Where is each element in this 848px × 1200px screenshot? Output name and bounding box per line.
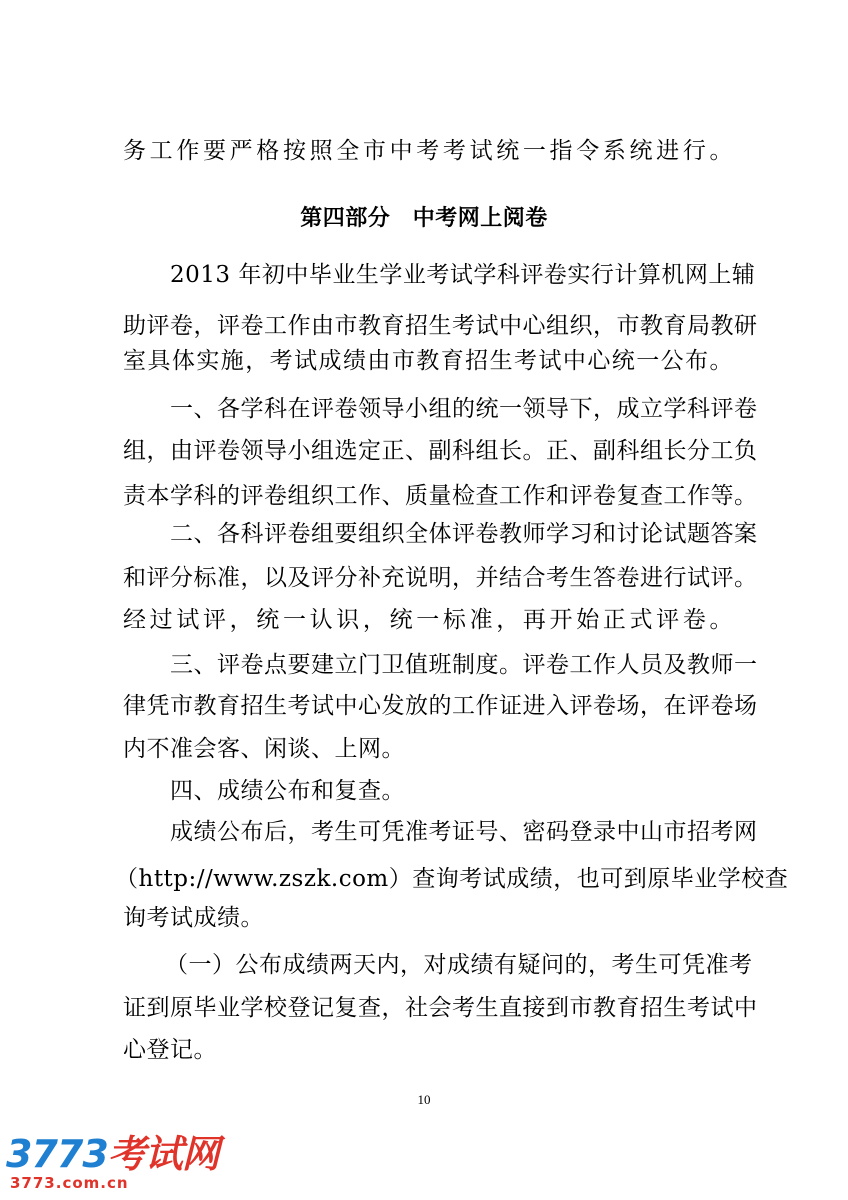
line-text: （一）公布成绩两天内，对成绩有疑问的，考生可凭准考 [165, 952, 753, 978]
line-text: 一、各学科在评卷领导小组的统一领导下，成立学科评卷 [170, 396, 758, 422]
paragraph-4-line-3 [0, 734, 848, 764]
line-text: 室具体实施，考试成绩由市教育招生考试中心统一公布。 [123, 348, 734, 374]
section-heading-text: 第四部分 中考网上阅卷 [300, 205, 548, 231]
line-text: 组，由评卷领导小组选定正、副科组长。正、副科组长分工负 [123, 438, 758, 464]
paragraph-4-line-2 [0, 691, 848, 721]
paragraph-3-line-3 [0, 605, 848, 635]
paragraph-6-line-3 [0, 903, 848, 933]
paragraph-1-line-1 [0, 260, 848, 290]
line-text: 律凭市教育招生考试中心发放的工作证进入评卷场，在评卷场 [123, 693, 758, 719]
logo-wordmark [6, 1132, 219, 1176]
paragraph-5-line-1 [0, 776, 848, 806]
line-text: 责本学科的评卷组织工作、质量检查工作和评卷复查工作等。 [123, 483, 758, 509]
logo-domain: 3773.com.cn [10, 1174, 129, 1192]
paragraph-1-line-2 [0, 311, 848, 341]
paragraph-3-line-2 [0, 563, 848, 593]
line-text: 三、评卷点要建立门卫值班制度。评卷工作人员及教师一 [170, 652, 758, 678]
paragraph-7-line-1 [0, 950, 848, 980]
line-text: 询考试成绩。 [123, 905, 264, 931]
line-text: 内不准会客、闲谈、上网。 [123, 736, 405, 762]
line-text: 心登记。 [123, 1037, 217, 1063]
paragraph-7-line-3 [0, 1035, 848, 1065]
paragraph-6-line-2 [0, 864, 848, 894]
paragraph-2-line-1 [0, 394, 848, 424]
paragraph-6-line-1 [0, 817, 848, 847]
page-number: 10 [417, 1092, 431, 1107]
paragraph-1-line-3 [0, 346, 848, 376]
section-heading [0, 203, 848, 233]
line-text: （http://www.zszk.com）查询考试成绩，也可到原毕业学校查 [115, 866, 789, 892]
line-text: 2013 年初中毕业生学业考试学科评卷实行计算机网上辅 [170, 262, 756, 288]
line-text: 证到原毕业学校登记复查，社会考生直接到市教育招生考试中 [123, 995, 758, 1021]
line-text: 助评卷，评卷工作由市教育招生考试中心组织，市教育局教研 [123, 313, 758, 339]
paragraph-3-line-1 [0, 519, 848, 549]
logo-text: 考试网 [107, 1132, 219, 1176]
paragraph-2-line-3 [0, 481, 848, 511]
paragraph-7-line-2 [0, 993, 848, 1023]
line-text: 务工作要严格按照全市中考考试统一指令系统进行。 [123, 138, 737, 164]
text-line-continuation [0, 136, 848, 166]
site-watermark-logo [6, 1132, 219, 1194]
line-text: 四、成绩公布和复查。 [170, 778, 405, 804]
line-text: 二、各科评卷组要组织全体评卷教师学习和讨论试题答案 [170, 521, 758, 547]
line-text: 成绩公布后，考生可凭准考证号、密码登录中山市招考网 [170, 819, 758, 845]
paragraph-4-line-1 [0, 650, 848, 680]
paragraph-2-line-2 [0, 436, 848, 466]
logo-digits: 3773 [6, 1132, 108, 1176]
line-text: 和评分标准，以及评分补充说明，并结合考生答卷进行试评。 [123, 565, 758, 591]
line-text: 经过试评，统一认识，统一标准，再开始正式评卷。 [123, 607, 737, 633]
